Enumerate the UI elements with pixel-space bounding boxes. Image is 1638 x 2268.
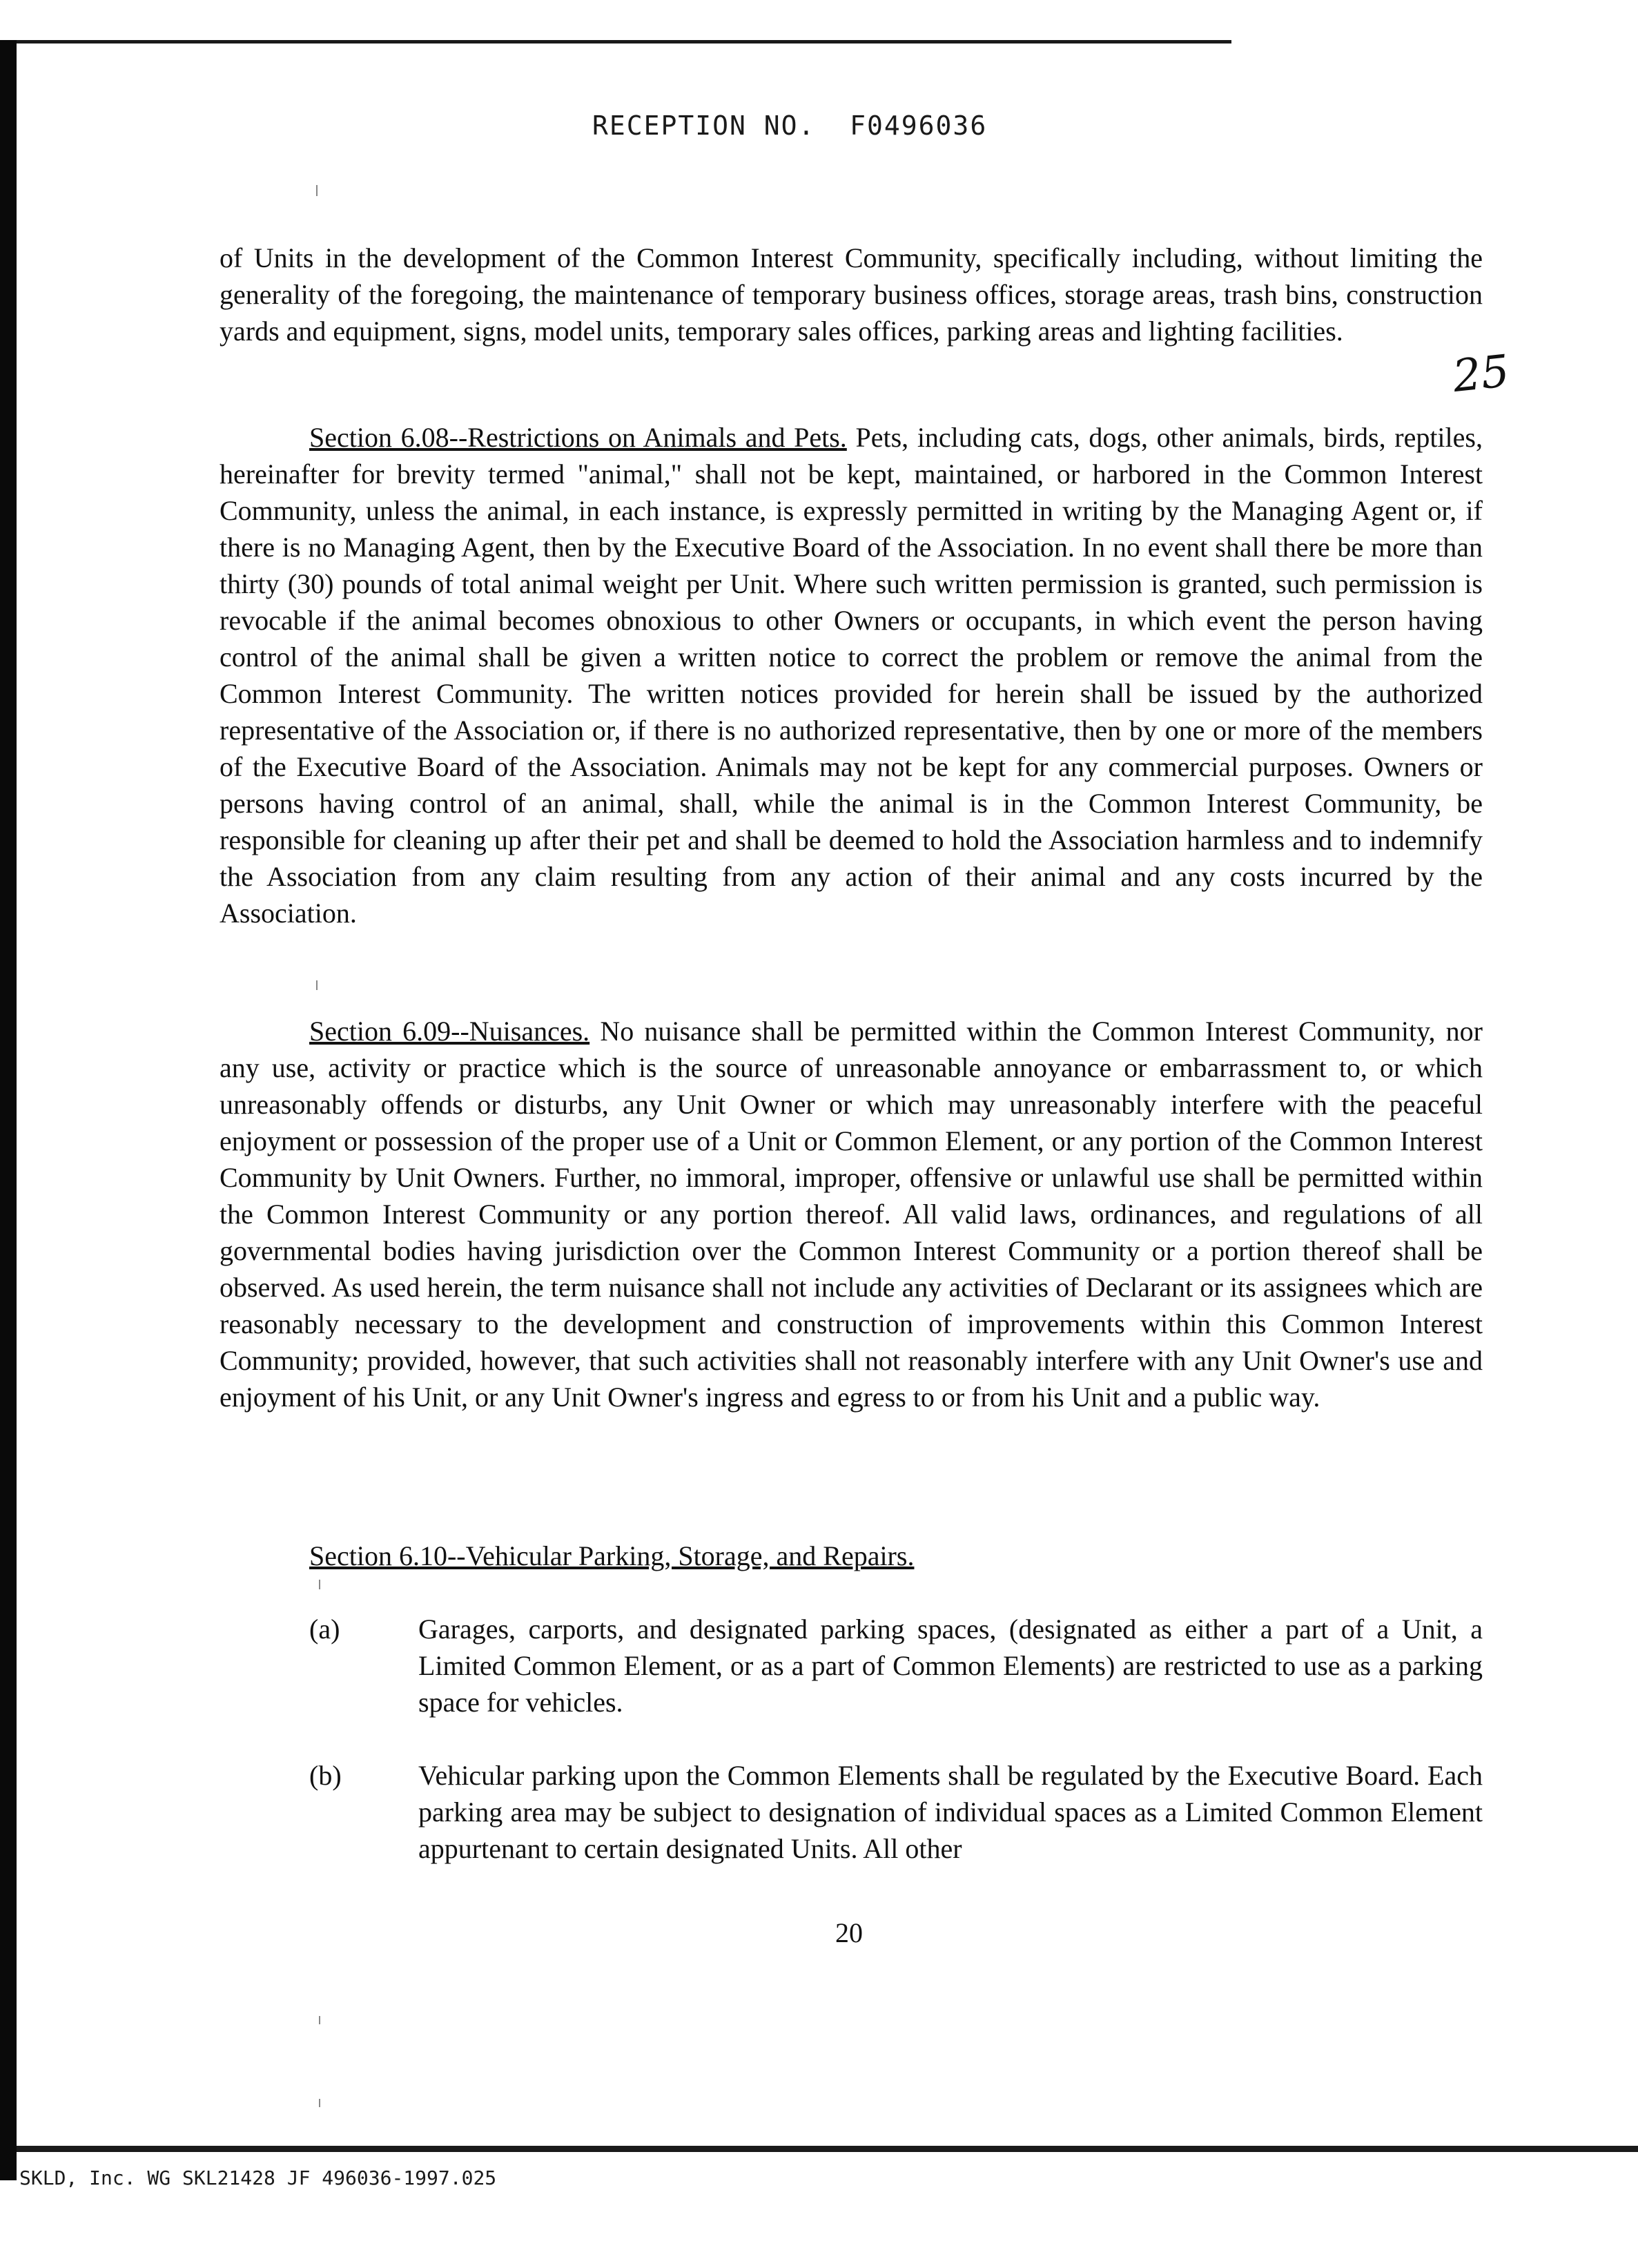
list-item-text: Vehicular parking upon the Common Elements shall be regulated by the Executive Board. Each parking area may be subject to designation of individual spaces as a Limited Common Element appurtenant to certain designated Units. All other bbox=[418, 1760, 1483, 1864]
bottom-rule bbox=[17, 2146, 1638, 2152]
list-item-b bbox=[309, 1757, 1483, 1867]
handwritten-page-note: 25 bbox=[1450, 345, 1512, 403]
list-item-text: Garages, carports, and designated parking spaces, (designated as either a part of a Unit, a Limited Common Element, or as a part of Common Elements) are restricted to use as a parking space for vehicles. bbox=[418, 1613, 1483, 1718]
section-6-09 bbox=[220, 1013, 1483, 1415]
page-number: 20 bbox=[835, 1917, 863, 1948]
section-6-10-heading bbox=[309, 1538, 914, 1574]
scan-speck bbox=[316, 980, 318, 990]
paragraph-continuation: of Units in the development of the Common Interest Community, specifically including, without limiting the generality of the foregoing, the maintenance of temporary business offices, storage areas, trash bins, construction yards and equipment, signs, model units, temporary sales offices, parking areas and lighting facilities. bbox=[220, 242, 1483, 347]
scan-speck bbox=[316, 185, 318, 196]
section-6-08-body: Pets, including cats, dogs, other animals, birds, reptiles, hereinafter for brevity termed "animal," shall not be kept, maintained, or harbored in the Common Interest Community, unless the animal, in each instance, is expressly permitted in writing by the Managing Agent or, if there is no Managing Agent, then by the Executive Board of the Association. In no event shall there be more than thirty (30) pounds of total animal weight per Unit. Where such written permission is granted, such permission is revocable if the animal becomes obnoxious to other Owners or occupants, in which event the person having control of the animal shall be given a written notice to correct the problem or remove the animal from the Common Interest Community. The written notices provided for herein shall be issued by the authorized representative of the Association or, if there is no authorized representative, then by one or more of the members of the Executive Board of the Association. Animals may not be kept for any commercial purposes. Owners or persons having control of an animal, shall, while the animal is in the Common Interest Community, be responsible for cleaning up after their pet and shall be deemed to hold the Association harmless and to indemnify the Association from any claim resulting from any action of their animal and any costs incurred by the Association. bbox=[220, 422, 1483, 929]
section-6-10-heading-text: Section 6.10--Vehicular Parking, Storage, and Repairs. bbox=[309, 1540, 915, 1571]
list-item-a bbox=[309, 1611, 1483, 1721]
section-6-08 bbox=[220, 419, 1483, 931]
list-item-marker: (b) bbox=[309, 1760, 342, 1791]
scan-edge-bar bbox=[0, 40, 17, 2180]
scan-speck bbox=[319, 2016, 320, 2024]
scan-speck bbox=[319, 1580, 320, 1589]
section-6-09-body: No nuisance shall be permitted within the Common Interest Community, nor any use, activity or practice which is the source of unreasonable annoyance or embarrassment to, or which unreasonably offends or disturbs, any Unit Owner or which may unreasonably interfere with the peaceful enjoyment or possession of the proper use of a Unit or Common Element, or any portion of the Common Interest Community by Unit Owners. Further, no immoral, improper, offensive or unlawful use shall be permitted within the Common Interest Community or any portion thereof. All valid laws, ordinances, and regulations of all governmental bodies having jurisdiction over the Common Interest Community or a portion thereof shall be observed. As used herein, the term nuisance shall not include any activities of Declarant or its assignees which are reasonably necessary to the development and construction of improvements within this Common Interest Community; provided, however, that such activities shall not reasonably interfere with any Unit Owner's use and enjoyment of his Unit, or any Unit Owner's ingress and egress to or from his Unit and a public way. bbox=[220, 1016, 1483, 1413]
scan-speck bbox=[319, 2099, 320, 2107]
section-6-08-heading: Section 6.08--Restrictions on Animals and Pets. bbox=[309, 422, 847, 453]
footer-reference: SKLD, Inc. WG SKL21428 JF 496036-1997.025 bbox=[19, 2167, 497, 2189]
list-item-marker: (a) bbox=[309, 1613, 340, 1645]
reception-number: RECEPTION NO. F0496036 bbox=[592, 110, 988, 141]
section-6-09-heading: Section 6.09--Nuisances. bbox=[309, 1016, 590, 1047]
top-rule bbox=[17, 40, 1231, 43]
